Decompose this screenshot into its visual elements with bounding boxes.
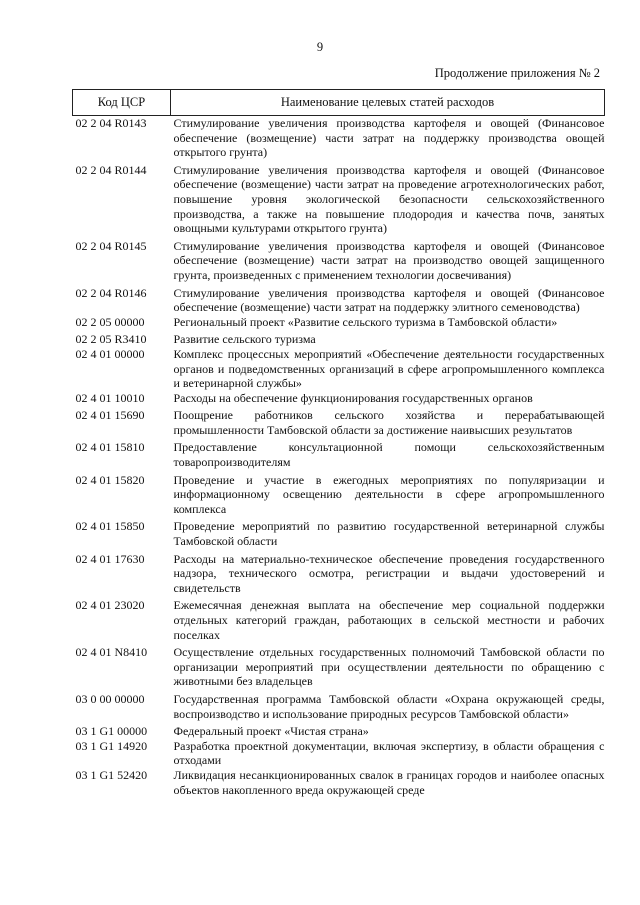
table-row <box>73 283 605 315</box>
row-name: Осуществление отдельных государственных полномочий Тамбовской области по организации мероприятий при осуществлении деятельности по обращению с животными без владельцев <box>173 645 605 689</box>
row-code: 02 2 04 R0146 <box>75 285 147 300</box>
table-header-row <box>73 90 605 116</box>
table-row <box>73 768 605 797</box>
table-row <box>73 160 605 236</box>
table-row <box>73 739 605 768</box>
row-code: 02 4 01 10010 <box>75 390 145 405</box>
row-code: 02 4 01 15850 <box>75 519 145 534</box>
table-row <box>73 721 605 739</box>
table-row <box>73 315 605 330</box>
row-code: 02 2 04 R0144 <box>75 162 147 177</box>
header-code: Код ЦСР <box>73 90 171 116</box>
row-code: 02 2 04 R0143 <box>75 116 147 130</box>
table-row <box>73 642 605 689</box>
row-name: Проведение и участие в ежегодных мероприятиях по популяризации и информационному освещению деятельности в сфере агропромышленного комплекса <box>173 472 605 516</box>
row-code: 02 4 01 15810 <box>75 440 145 455</box>
table-row <box>73 516 605 548</box>
row-code: 02 4 01 23020 <box>75 598 145 613</box>
row-name: Ежемесячная денежная выплата на обеспечение мер социальной поддержки отдельных категорий граждан, работающих в сельской местности и рабочих поселках <box>173 598 605 642</box>
row-code: 03 1 G1 00000 <box>75 724 148 739</box>
table-row <box>73 689 605 721</box>
page-number: 9 <box>316 40 324 54</box>
row-name: Разработка проектной документации, включая экспертизу, в области обращения с отходами <box>173 738 605 768</box>
table-row <box>73 116 605 160</box>
row-code: 02 4 01 15820 <box>75 472 145 487</box>
table-row <box>73 236 605 283</box>
table-body <box>73 116 605 798</box>
row-name: Развитие сельского туризма <box>173 332 316 347</box>
row-name: Федеральный проект «Чистая страна» <box>173 724 369 739</box>
row-name: Государственная программа Тамбовской области «Охрана окружающей среды, воспроизводство и использование природных ресурсов Тамбовской области» <box>173 691 605 721</box>
row-code: 02 4 01 N8410 <box>75 645 148 660</box>
table-row <box>73 549 605 596</box>
table-row <box>73 470 605 517</box>
target-articles-table <box>72 89 605 797</box>
row-code: 02 4 01 00000 <box>75 346 145 361</box>
row-name: Стимулирование увеличения производства картофеля и овощей (Финансовое обеспечение (возмещение) части затрат на производство овощей защищенного грунта, произведенных с применением технологии досвечивания) <box>173 238 605 282</box>
table-row <box>73 347 605 391</box>
row-code: 02 4 01 15690 <box>75 408 145 423</box>
row-name: Стимулирование увеличения производства картофеля и овощей (Финансовое обеспечение (возмещение) части затрат на поддержку элитного семеноводства) <box>173 285 605 315</box>
row-name: Расходы на обеспечение функционирования государственных органов <box>173 390 533 405</box>
row-code: 02 2 04 R0145 <box>75 238 147 253</box>
row-name: Комплекс процессных мероприятий «Обеспечение деятельности государственных органов и подведомственных организаций в сфере агропромышленного комплекса и ветеринарной службы» <box>173 346 605 391</box>
row-name: Региональный проект «Развитие сельского туризма в Тамбовской области» <box>173 314 558 329</box>
header-name: Наименование целевых статей расходов <box>171 90 605 116</box>
row-name: Расходы на материально-техническое обеспечение проведения государственного надзора, технического осмотра, регистрации и выдачи удостоверений и свидетельств <box>173 551 605 595</box>
table-row <box>73 405 605 437</box>
row-code: 03 1 G1 52420 <box>75 767 148 782</box>
row-name: Проведение мероприятий по развитию государственной ветеринарной службы Тамбовской области <box>173 519 605 549</box>
row-code: 03 1 G1 14920 <box>75 738 148 753</box>
table-row <box>73 595 605 642</box>
row-code: 02 2 05 00000 <box>75 314 145 329</box>
table-row <box>73 329 605 347</box>
row-name: Предоставление консультационной помощи сельскохозяйственным товаропроизводителям <box>173 440 605 470</box>
row-code: 03 0 00 00000 <box>75 691 145 706</box>
row-name: Стимулирование увеличения производства картофеля и овощей (Финансовое обеспечение (возмещение) части затрат на проведение агротехнологических работ, повышение уровня экологической безопасности сельскохозяйственного производства, а также на повышение плодородия и качества почв, занятых овощными культурами открытого грунта) <box>173 162 605 236</box>
appendix-continuation-label: Продолжение приложения № 2 <box>434 66 600 80</box>
row-name: Ликвидация несанкционированных свалок в границах городов и наиболее опасных объектов накопленного вреда окружающей среде <box>173 767 605 797</box>
row-name: Поощрение работников сельского хозяйства и перерабатывающей промышленности Тамбовской области за достижение наивысших результатов <box>173 408 605 437</box>
table-row <box>73 437 605 469</box>
row-name: Стимулирование увеличения производства картофеля и овощей (Финансовое обеспечение (возмещение) части затрат на поддержку производства овощей открытого грунта) <box>173 116 605 160</box>
table-row <box>73 391 605 406</box>
row-code: 02 4 01 17630 <box>75 551 145 566</box>
row-code: 02 2 05 R3410 <box>75 332 147 347</box>
